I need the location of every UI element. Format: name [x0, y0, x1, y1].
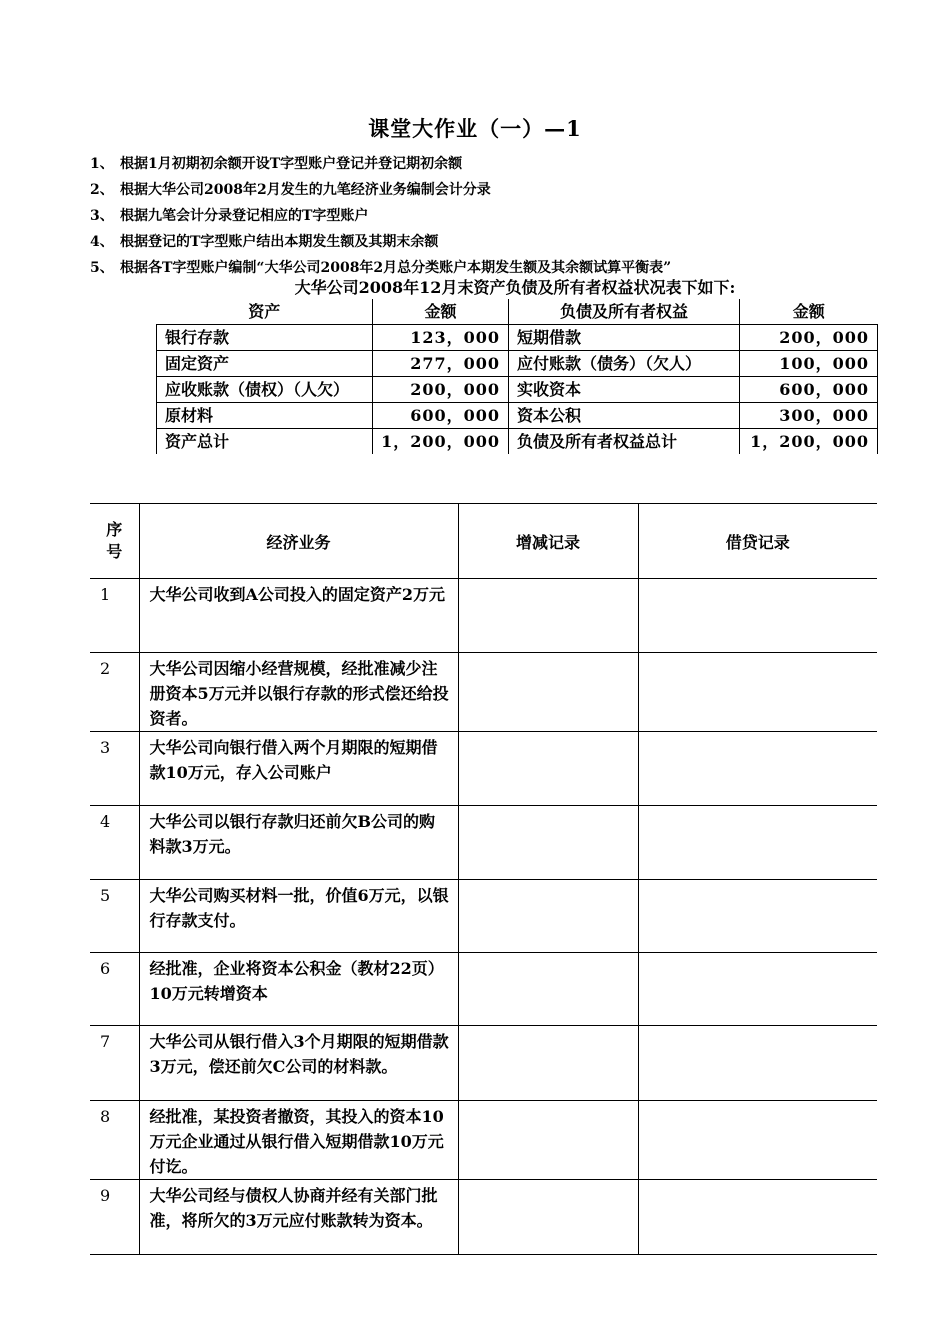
- balance-sheet-total-row: [157, 429, 878, 455]
- transaction-description: 经批准，企业将资本公积金（教材22页）10万元转增资本: [139, 953, 458, 1026]
- transaction-description: 大华公司以银行存款归还前欠B公司的购料款3万元。: [139, 806, 458, 880]
- asset-amount-header: 金额: [373, 299, 509, 325]
- liability-total-label: 负债及所有者权益总计: [509, 429, 740, 455]
- debit-credit-header: 借贷记录: [638, 504, 877, 579]
- liability-name: 实收资本: [509, 377, 740, 403]
- instruction-number: 2、: [90, 182, 114, 198]
- instruction-number: 4、: [90, 234, 114, 250]
- balance-sheet-table: [156, 299, 878, 454]
- transaction-seq: 9: [90, 1180, 139, 1255]
- instruction-text: 根据登记的T字型账户结出本期发生额及其期末余额: [120, 234, 439, 250]
- assets-header: 资产: [157, 299, 373, 325]
- transaction-seq: 6: [90, 953, 139, 1026]
- liability-amount: 600，000: [740, 377, 878, 403]
- transaction-description: 经批准，某投资者撤资，其投入的资本10万元企业通过从银行借入短期借款10万元付讫。: [139, 1101, 458, 1180]
- transaction-seq: 8: [90, 1101, 139, 1180]
- liability-amount: 300，000: [740, 403, 878, 429]
- transaction-description: 大华公司因缩小经营规模，经批准减少注册资本5万元并以银行存款的形式偿还给投资者。: [139, 653, 458, 732]
- transaction-description: 大华公司经与债权人协商并经有关部门批准，将所欠的3万元应付账款转为资本。: [139, 1180, 458, 1255]
- change-record-cell[interactable]: [458, 1180, 638, 1255]
- instruction-text: 根据各T字型账户编制“大华公司2008年2月总分类账户本期发生额及其余额试算平衡表”: [120, 260, 672, 276]
- asset-total-amount: 1，200，000: [373, 429, 509, 455]
- asset-amount: 200，000: [373, 377, 509, 403]
- asset-name: 应收账款（债权）（人欠）: [157, 377, 373, 403]
- transaction-row: [90, 1026, 877, 1101]
- asset-name: 银行存款: [157, 325, 373, 351]
- instruction-text: 根据九笔会计分录登记相应的T字型账户: [120, 208, 369, 224]
- transaction-seq: 2: [90, 653, 139, 732]
- transaction-row: [90, 579, 877, 653]
- liability-amount: 200，000: [740, 325, 878, 351]
- page-title: 课堂大作业（一）—1: [368, 116, 582, 141]
- asset-total-label: 资产总计: [157, 429, 373, 455]
- instruction-item: [90, 229, 890, 255]
- liability-amount: 100，000: [740, 351, 878, 377]
- transaction-seq: 3: [90, 732, 139, 806]
- transaction-row: [90, 1180, 877, 1255]
- instruction-item: [90, 177, 890, 203]
- debit-credit-cell[interactable]: [638, 653, 877, 732]
- debit-credit-cell[interactable]: [638, 953, 877, 1026]
- instruction-number: 5、: [90, 260, 114, 276]
- change-record-cell[interactable]: [458, 806, 638, 880]
- balance-sheet-header-row: [157, 299, 878, 325]
- instruction-item: [90, 151, 890, 177]
- transaction-description: 大华公司购买材料一批，价值6万元，以银行存款支付。: [139, 880, 458, 953]
- change-record-cell[interactable]: [458, 732, 638, 806]
- transaction-seq: 7: [90, 1026, 139, 1101]
- transactions-table: [90, 503, 877, 1255]
- instruction-list: [90, 151, 890, 281]
- debit-credit-cell[interactable]: [638, 1180, 877, 1255]
- debit-credit-cell[interactable]: [638, 806, 877, 880]
- instruction-text: 根据1月初期初余额开设T字型账户登记并登记期初余额: [120, 156, 463, 172]
- transaction-seq: 5: [90, 880, 139, 953]
- asset-name: 原材料: [157, 403, 373, 429]
- change-record-cell[interactable]: [458, 653, 638, 732]
- balance-sheet-caption: 大华公司2008年12月末资产负债及所有者权益状况表下如下:: [294, 278, 736, 297]
- liability-name: 应付账款（债务）（欠人）: [509, 351, 740, 377]
- liability-name: 短期借款: [509, 325, 740, 351]
- asset-amount: 600，000: [373, 403, 509, 429]
- debit-credit-cell[interactable]: [638, 732, 877, 806]
- change-record-cell[interactable]: [458, 880, 638, 953]
- instruction-number: 1、: [90, 156, 114, 172]
- liability-amount-header: 金额: [740, 299, 878, 325]
- transaction-description: 大华公司收到A公司投入的固定资产2万元: [139, 579, 458, 653]
- debit-credit-cell[interactable]: [638, 1101, 877, 1180]
- debit-credit-cell[interactable]: [638, 579, 877, 653]
- debit-credit-cell[interactable]: [638, 1026, 877, 1101]
- transactions-header-row: [90, 504, 877, 579]
- asset-amount: 123，000: [373, 325, 509, 351]
- transaction-row: [90, 953, 877, 1026]
- liability-total-amount: 1，200，000: [740, 429, 878, 455]
- balance-sheet-row: [157, 325, 878, 351]
- instruction-item: [90, 203, 890, 229]
- change-record-cell[interactable]: [458, 579, 638, 653]
- seq-header-text: 序号: [106, 520, 123, 561]
- balance-sheet-row: [157, 377, 878, 403]
- transaction-row: [90, 653, 877, 732]
- transaction-row: [90, 880, 877, 953]
- change-record-cell[interactable]: [458, 953, 638, 1026]
- transaction-row: [90, 806, 877, 880]
- transaction-row: [90, 1101, 877, 1180]
- instruction-text: 根据大华公司2008年2月发生的九笔经济业务编制会计分录: [120, 182, 491, 198]
- debit-credit-cell[interactable]: [638, 880, 877, 953]
- change-record-cell[interactable]: [458, 1101, 638, 1180]
- liabilities-header: 负债及所有者权益: [509, 299, 740, 325]
- balance-sheet-row: [157, 351, 878, 377]
- transaction-seq: 4: [90, 806, 139, 880]
- change-record-cell[interactable]: [458, 1026, 638, 1101]
- balance-sheet-row: [157, 403, 878, 429]
- instruction-number: 3、: [90, 208, 114, 224]
- asset-amount: 277，000: [373, 351, 509, 377]
- liability-name: 资本公积: [509, 403, 740, 429]
- transaction-description: 大华公司从银行借入3个月期限的短期借款3万元，偿还前欠C公司的材料款。: [139, 1026, 458, 1101]
- transaction-description: 大华公司向银行借入两个月期限的短期借款10万元，存入公司账户: [139, 732, 458, 806]
- transaction-seq: 1: [90, 579, 139, 653]
- seq-header: [90, 504, 139, 579]
- change-record-header: 增减记录: [458, 504, 638, 579]
- business-header: 经济业务: [139, 504, 458, 579]
- asset-name: 固定资产: [157, 351, 373, 377]
- transaction-row: [90, 732, 877, 806]
